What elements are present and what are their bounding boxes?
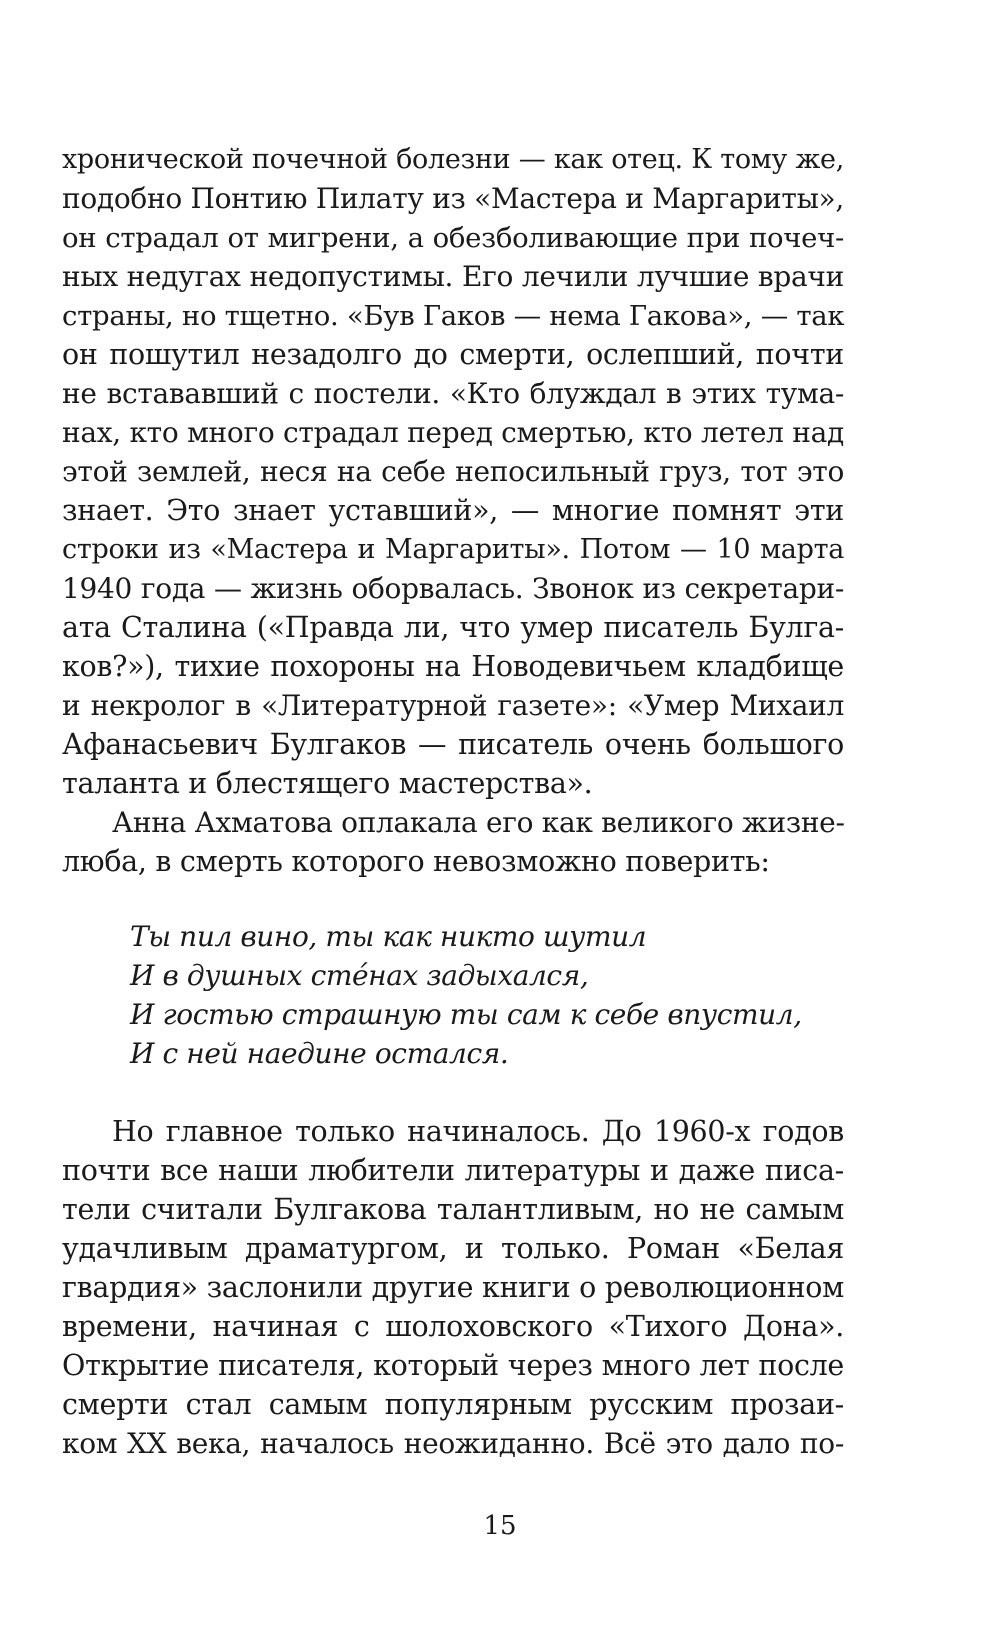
- text-line: этой землей, неся на себе непосильный груз, тот это: [62, 455, 844, 488]
- poem-line: Ты пил вино, ты как никто шутил: [130, 920, 647, 953]
- text-line: Открытие писателя, который через много лет после: [62, 1349, 844, 1382]
- text-line: Но главное только начиналось. До 1960-х годов: [112, 1115, 844, 1148]
- text-line: не встававший с постели. «Кто блуждал в этих тума-: [62, 377, 844, 410]
- text-line: Анна Ахматова оплакала его как великого жизне-: [112, 806, 845, 839]
- text-line: почти все наши любители литературы и даже писа-: [62, 1154, 844, 1187]
- text-line: ком XX века, началось неожиданно. Всё это дало по-: [62, 1427, 844, 1460]
- text-line: знает. Это знает уставший», — многие помнят эти: [62, 494, 844, 527]
- text-line: ков?»), тихие похороны на Новодевичьем кладбище: [62, 650, 844, 683]
- text-line: удачливым драматургом, и только. Роман «Белая: [62, 1232, 844, 1265]
- text-line: 1940 года — жизнь оборвалась. Звонок из секретари-: [62, 572, 844, 605]
- text-line: гвардия» заслонили другие книги о революционном: [62, 1271, 844, 1304]
- text-line: страны, но тщетно. «Був Гаков — нема Гакова», — так: [62, 300, 845, 332]
- text-line: ата Сталина («Правда ли, что умер писатель Булга-: [62, 611, 844, 644]
- text-line: ных недугах недопустимы. Его лечили лучшие врачи: [62, 260, 844, 293]
- text-line: он страдал от мигрени, а обезболивающие при почеч-: [62, 222, 844, 254]
- text-line: смерти стал самым популярным русским прозаи-: [62, 1388, 844, 1421]
- text-line: таланта и блестящего мастерства».: [62, 767, 593, 800]
- text-line: хронической почечной болезни — как отец. К тому же,: [62, 144, 844, 175]
- text-line: и некролог в «Литературной газете»: «Умер Михаил: [62, 689, 844, 722]
- text-line: люба, в смерть которого невозможно поверить:: [62, 845, 770, 878]
- text-line: нах, кто много страдал перед смертью, кто летел над: [62, 416, 844, 449]
- poem-line: И гостью страшную ты сам к себе впустил,: [130, 998, 802, 1031]
- text-line: времени, начиная с шолоховского «Тихого Дона».: [62, 1310, 844, 1343]
- text-line: тели считали Булгакова талантливым, но не самым: [62, 1193, 844, 1226]
- page-number: 15: [483, 1511, 517, 1541]
- text-line: строки из «Мастера и Маргариты». Потом — 10 марта: [62, 534, 844, 565]
- poem-line: И с ней наедине остался.: [130, 1037, 509, 1070]
- text-line: он пошутил незадолго до смерти, ослепший, почти: [62, 338, 844, 371]
- text-line: подобно Понтию Пилату из «Мастера и Маргариты»,: [62, 182, 844, 215]
- poem-line: И в душных сте́нах задыхался,: [130, 959, 589, 992]
- text-line: Афанасьевич Булгаков — писатель очень большого: [62, 728, 844, 761]
